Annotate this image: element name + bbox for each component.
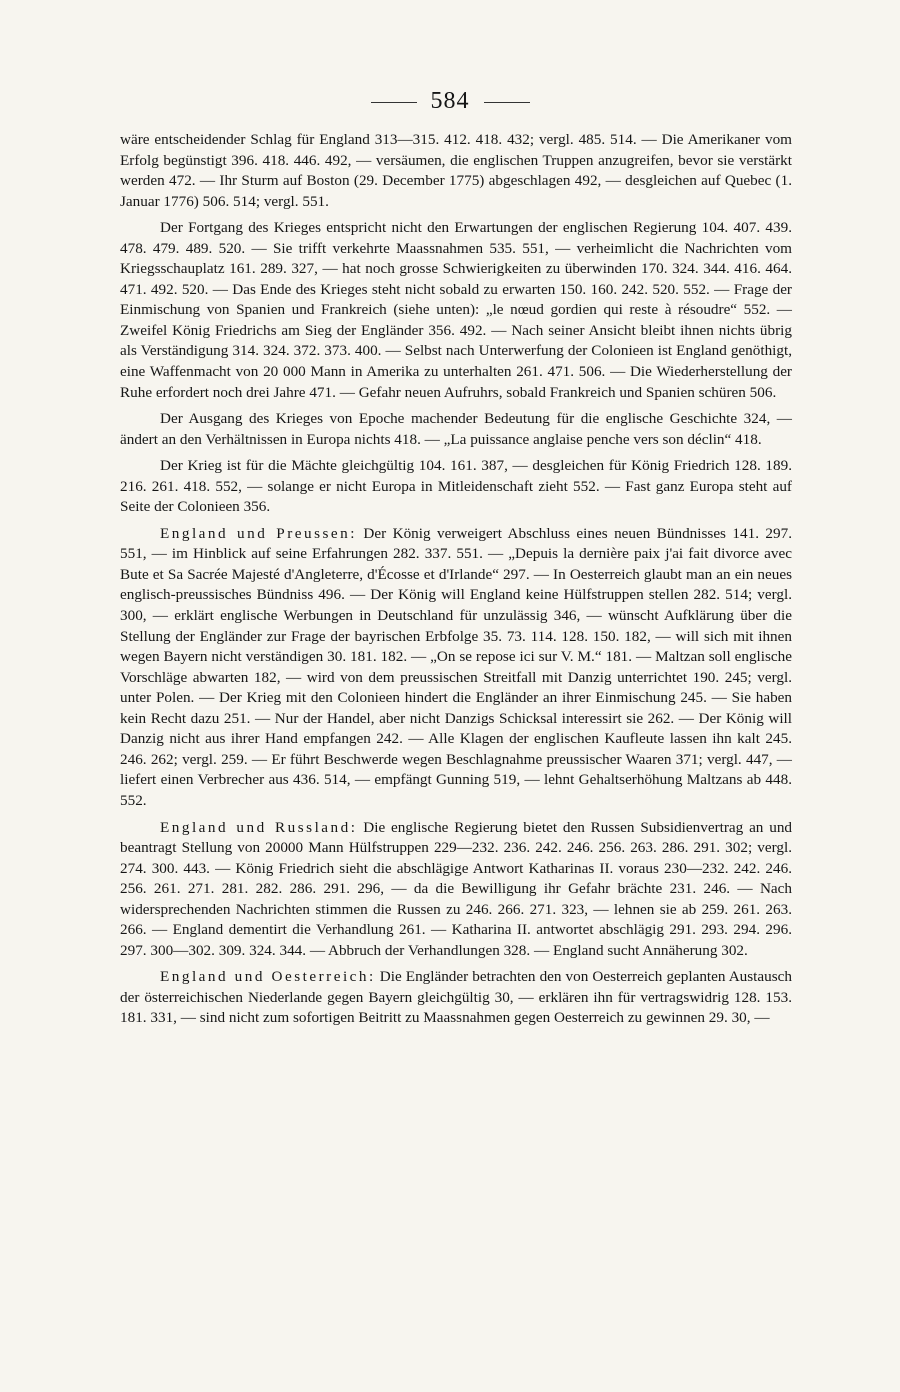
paragraph-text: wäre entscheidender Schlag für England 313—315. 412. 418. 432; vergl. 485. 514. — Die Amerikaner vom Erfolg begünstigt 396. 418. 446. 492, — versäumen, die englischen Truppen anzugreifen, bevor sie verstärkt werden 472. — Ihr Sturm auf Boston (29. December 1775) abgeschlagen 492, — desgleichen auf Quebec (1. Januar 1776) 506. 514; vergl. 551. xyxy=(120,131,792,210)
paragraph-text: Der Ausgang des Krieges von Epoche machender Bedeutung für die englische Geschichte 324, — ändert an den Verhältnissen in Europa nichts 418. — „La puissance anglaise penche vers son déclin“ 418. xyxy=(120,410,792,448)
paragraph xyxy=(120,456,792,518)
header-rule-right xyxy=(484,102,530,103)
paragraph xyxy=(120,967,792,1029)
paragraph xyxy=(120,818,792,962)
paragraph xyxy=(120,130,792,212)
paragraph-text: Der König verweigert Abschluss eines neuen Bündnisses 141. 297. 551, — im Hinblick auf seine Erfahrungen 282. 337. 551. — „Depuis la dernière paix j'ai fait divorce avec Bute et Sa Sacrée Majesté d'Angleterre, d'Écosse et d'Irlande“ 297. — In Oesterreich glaubt man an ein neues englisch-preussisches Bündniss 496. — Der König will England keine Hülfstruppen stellen 282. 514; vergl. 300, — erklärt englische Werbungen in Deutschland für unzulässig 346, — wünscht Aufklärung über die Stellung der Engländer zur Frage der bayrischen Erbfolge 35. 73. 114. 128. 150. 182, — will sich mit ihnen wegen Bayern nicht verständigen 30. 181. 182. — „On se repose ici sur V. M.“ 181. — Maltzan soll englische Vorschläge abwarten 182, — wird von dem preussischen Streitfall mit Danzig unterrichtet 190. 245; vergl. unter Polen. — Der Krieg mit den Colonieen hindert die Engländer an ihrer Einmischung 245. — Sie haben kein Recht dazu 251. — Nur der Handel, aber nicht Danzigs Schicksal interessirt sie 262. — Der König will Danzig nicht aus ihrer Hand empfangen 242. — Alle Klagen der englischen Kaufleute lassen ihn kalt 245. 246. 262; vergl. 259. — Er führt Beschwerde wegen Beschlagnahme preussischer Waaren 371; vergl. 447, — liefert einen Verbrecher aus 436. 514, — empfängt Gunning 519, — lehnt Gehaltserhöhung Maltzans ab 448. 552. xyxy=(120,524,793,809)
paragraph-text: Die Engländer betrachten den von Oesterreich geplanten Austausch der österreichischen Niederlande gegen Bayern gleichgültig 30, — erklären ihn für vertragswidrig 128. 153. 181. 331, — sind nicht zum sofortigen Beitritt zu Maassnahmen gegen Oesterreich zu gewinnen 29. 30, — xyxy=(120,968,792,1027)
section-heading: England und Oesterreich: xyxy=(160,968,376,986)
page-header xyxy=(0,88,900,115)
section-heading: England und Preussen: xyxy=(160,524,357,542)
paragraph-text: Der Fortgang des Krieges entspricht nicht den Erwartungen der englischen Regierung 104. 407. 439. 478. 479. 489. 520. — Sie trifft verkehrte Maassnahmen 535. 551, — verheimlicht die Nachrichten vom Kriegsschauplatz 161. 289. 327, — hat noch grosse Schwierigkeiten zu überwinden 170. 324. 344. 416. 464. 471. 492. 520. — Das Ende des Krieges steht nicht sobald zu erwarten 150. 160. 242. 520. 552. — Frage der Einmischung von Spanien und Frankreich (siehe unten): „le nœud gordien qui reste à résoudre“ 552. — Zweifel König Friedrichs am Sieg der Engländer 356. 492. — Nach seiner Ansicht bleibt ihnen nichts übrig als Verständigung 314. 324. 372. 373. 400. — Selbst nach Unterwerfung der Colonieen ist England genöthigt, eine Waffenmacht von 20 000 Mann in Amerika zu unterhalten 261. 471. 506. — Die Wiederherstellung der Ruhe erfordert noch drei Jahre 471. — Gefahr neuen Aufruhrs, sobald Frankreich und Spanien schüren 506. xyxy=(120,219,792,401)
paragraph xyxy=(120,218,792,403)
page-number: 584 xyxy=(430,88,470,114)
paragraph xyxy=(120,524,792,812)
section-heading: England und Russland: xyxy=(160,818,358,836)
paragraph-text: Der Krieg ist für die Mächte gleichgültig 104. 161. 387, — desgleichen für König Friedrich 128. 189. 216. 261. 418. 552, — solange er nicht Europa in Mitleidenschaft zieht 552. — Fast ganz Europa steht auf Seite der Colonieen 356. xyxy=(120,457,792,516)
header-rule-left xyxy=(371,102,417,103)
paragraph xyxy=(120,409,792,450)
paragraph-text: Die englische Regierung bietet den Russen Subsidienvertrag an und beantragt Stellung von 20000 Mann Hülfstruppen 229—232. 236. 242. 246. 256. 263. 286. 291. 302; vergl. 274. 300. 443. — König Friedrich sieht die abschlägige Antwort Katharinas II. voraus 230—232. 242. 246. 256. 261. 271. 281. 282. 286. 291. 296, — da die Bewilligung ihr Gefahr brächte 231. 246. — Nach widersprechenden Nachrichten stimmen die Russen zu 246. 266. 271. 323, — lehnen sie ab 259. 261. 263. 266. — England dementirt die Verhandlung 261. — Katharina II. antwortet abschlägig 291. 293. 294. 296. 297. 300—302. 309. 324. 344. — Abbruch der Verhandlungen 328. — England sucht Annäherung 302. xyxy=(120,818,793,959)
page-body xyxy=(120,130,792,1029)
